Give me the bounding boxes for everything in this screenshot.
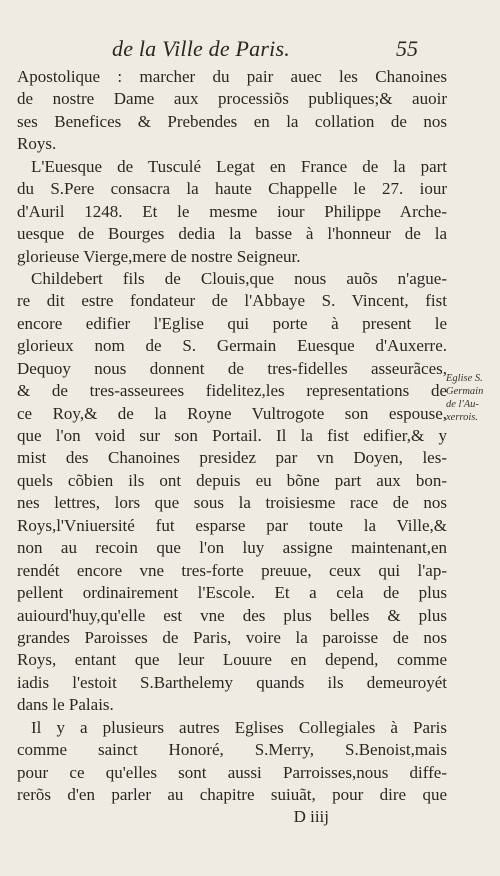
paragraph-start: L'Euesque de Tusculé Legat en France de la part xyxy=(31,156,447,176)
text-line: non au recoin que l'on luy assigne maintenant,en xyxy=(17,538,447,558)
text-line: pour ce qu'elles sont aussi Parroisses,nous diffe- xyxy=(17,762,447,782)
text-line: re dit estre fondateur de l'Abbaye S. Vincent, fist xyxy=(17,291,447,311)
margin-note-line: xerrois. xyxy=(446,412,478,423)
paragraph-start: Childebert fils de Clouis,que nous auõs n'ague- xyxy=(31,268,447,288)
text-line: iadis l'estoit S.Barthelemy quands ils demeuroyét xyxy=(17,672,447,692)
page-number: 55 xyxy=(396,36,418,61)
page-header xyxy=(0,36,500,60)
text-line: que l'on void sur son Portail. Il la fist edifier,& y xyxy=(17,426,447,445)
text-line: nes lettres, lors que sous la troisiesme race de nos xyxy=(17,493,447,513)
text-line: auiourd'huy,qu'elle est vne des plus belles & plus xyxy=(17,605,447,625)
margin-note-line: de l'Au- xyxy=(446,399,479,410)
text-line: grandes Paroisses de Paris, voire la paroisse de nos xyxy=(17,627,447,647)
text-line: mist des Chanoines presidez par vn Doyen, les- xyxy=(17,448,447,468)
text-line: du S.Pere consacra la haute Chappelle le 27. iour xyxy=(17,179,447,199)
paragraph-start: Il y a plusieurs autres Eglises Collegiales à Paris xyxy=(31,717,447,737)
text-line: ses Benefices & Prebendes en la collation de nos xyxy=(17,111,447,131)
text-line: Dequoy nous donnent de tres-fidelles asseurãces, xyxy=(17,358,447,378)
text-line: quels cõbien ils ont depuis eu bõne part aux bon- xyxy=(17,470,447,490)
text-line: glorieux nom de S. Germain Euesque d'Auxerre. xyxy=(17,336,447,356)
text-line: Roys, entant que leur Louure en depend, comme xyxy=(17,650,447,670)
text-line: pellent ordinairement l'Escole. Et a cela de plus xyxy=(17,583,447,603)
text-line: de nostre Dame aux processiõs publiques;& auoir xyxy=(17,89,447,109)
text-line: rerõs d'en parler au chapitre suiuãt, pour dire que xyxy=(17,785,447,804)
catchword: D iiij xyxy=(293,807,329,827)
text-line: Roys. xyxy=(17,134,57,154)
body-text xyxy=(17,66,447,829)
text-line: dans le Palais. xyxy=(17,695,114,715)
margin-note-line: Eglise S. xyxy=(446,373,483,384)
text-line: d'Auril 1248. Et le mesme iour Philippe Arche- xyxy=(17,201,447,221)
text-line: uesque de Bourges dedia la basse à l'honneur de la xyxy=(17,224,447,244)
text-line: ce Roy,& de la Royne Vultrogote son espouse, xyxy=(17,403,447,423)
margin-note xyxy=(446,372,500,424)
running-head: de la Ville de Paris. xyxy=(112,36,290,61)
text-line: comme sainct Honoré, S.Merry, S.Benoist,mais xyxy=(17,740,447,760)
margin-note-line: Germain xyxy=(446,386,484,397)
text-line: rendét encore vne tres-forte preuue, ceux qui l'ap- xyxy=(17,560,447,580)
text-line: & de tres-asseurees fidelitez,les representations de xyxy=(17,381,447,401)
text-line: Roys,l'Vniuersité fut esparse par toute la Ville,& xyxy=(17,515,447,535)
text-line: encore edifier l'Eglise qui porte à present le xyxy=(17,313,447,333)
text-line: glorieuse Vierge,mere de nostre Seigneur. xyxy=(17,246,301,266)
text-line: Apostolique : marcher du pair auec les Chanoines xyxy=(17,67,447,86)
